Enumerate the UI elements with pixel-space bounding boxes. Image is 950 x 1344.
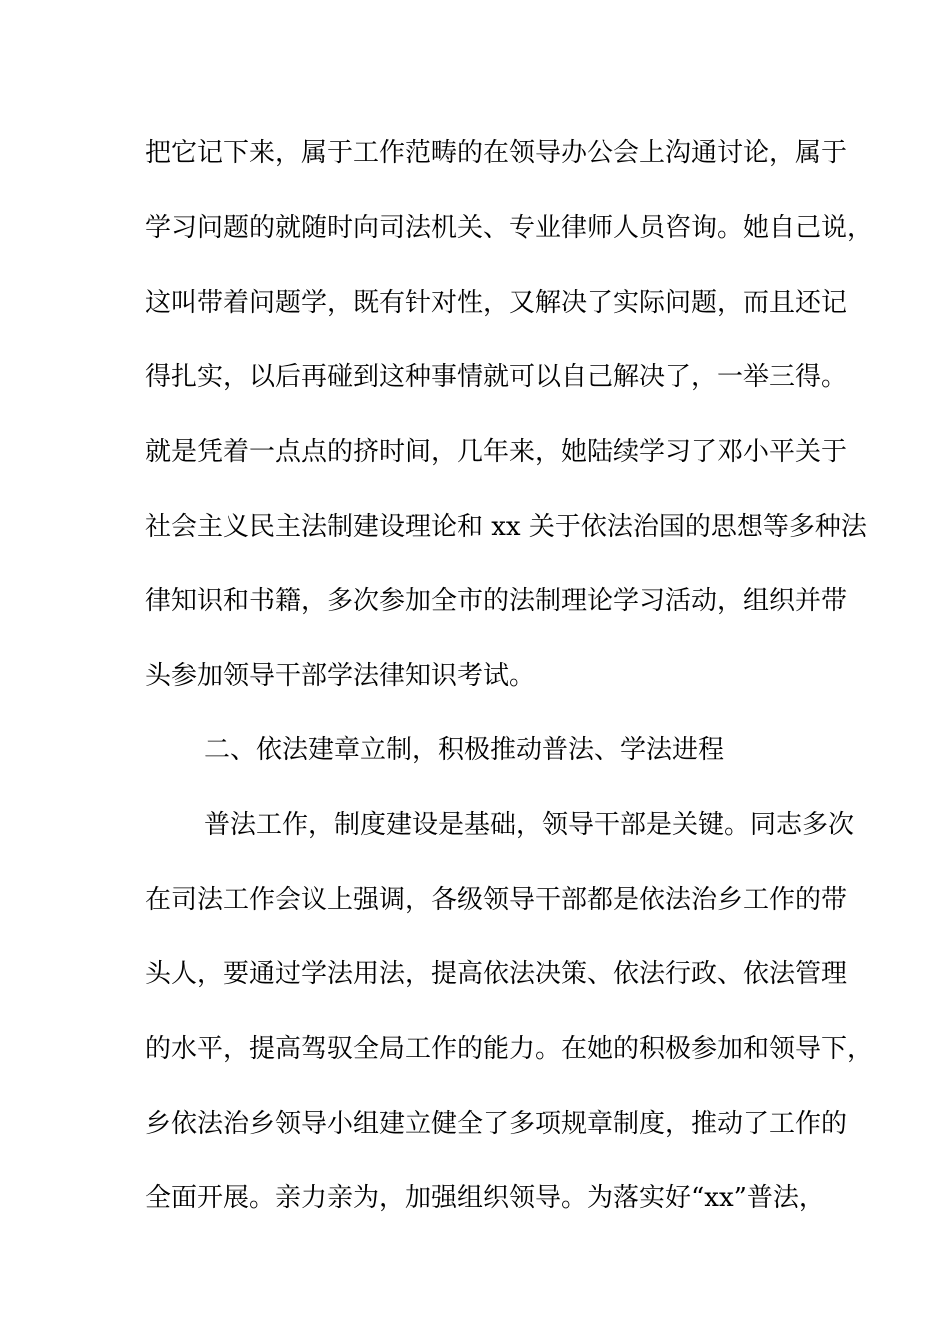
text-line: 律知识和书籍，多次参加全市的法制理论学习活动，组织并带 — [145, 586, 848, 616]
text-line: 头参加领导干部学法律知识考试。 — [145, 661, 536, 691]
text-line: 的水平，提高驾驭全局工作的能力。在她的积极参加和领导下， — [145, 1034, 874, 1064]
text-line: 把它记下来，属于工作范畴的在领导办公会上沟通讨论，属于 — [145, 138, 848, 168]
text-line: 头人，要通过学法用法，提高依法决策、依法行政、依法管理 — [145, 959, 848, 989]
text-line: 社会主义民主法制建设理论和 xx 关于依法治国的思想等多种法 — [145, 512, 867, 542]
text-line: 全面开展。亲力亲为，加强组织领导。为落实好“xx”普法， — [145, 1183, 825, 1213]
section-heading: 二、依法建章立制，积极推动普法、学法进程 — [204, 735, 725, 765]
text-line: 乡依法治乡领导小组建立健全了多项规章制度，推动了工作的 — [145, 1109, 848, 1139]
paragraph-first-line: 普法工作，制度建设是基础，领导干部是关键。同志多次 — [204, 810, 855, 840]
text-line: 就是凭着一点点的挤时间，几年来，她陆续学习了邓小平关于 — [145, 437, 848, 467]
text-line: 学习问题的就随时向司法机关、专业律师人员咨询。她自己说， — [145, 213, 874, 243]
text-line: 得扎实，以后再碰到这种事情就可以自己解决了，一举三得。 — [145, 362, 848, 392]
text-line: 这叫带着问题学，既有针对性，又解决了实际问题，而且还记 — [145, 288, 848, 318]
text-line: 在司法工作会议上强调，各级领导干部都是依法治乡工作的带 — [145, 885, 848, 915]
